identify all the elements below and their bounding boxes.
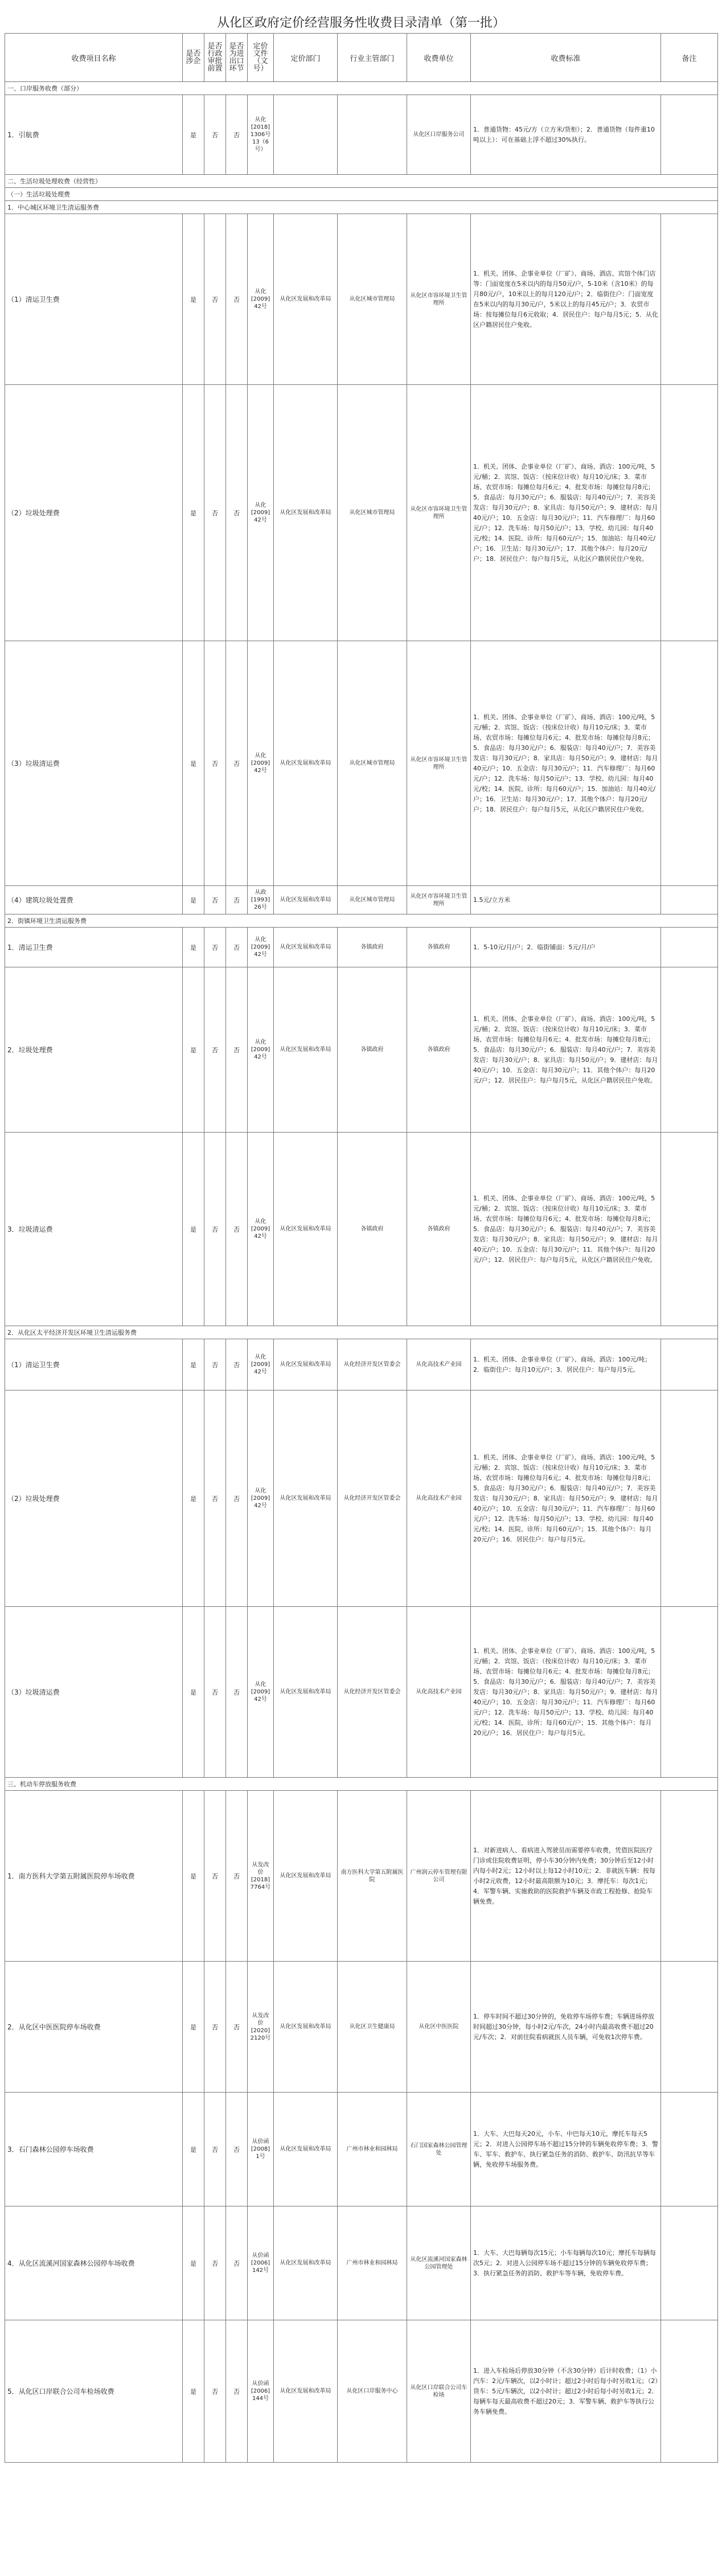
section-title: 2．从化区太平经济开发区环境卫生清运服务费 [5,1326,718,1339]
cell-industry-dept: 从化区城市管理局 [338,886,407,914]
cell-g1: 是 [183,928,204,967]
section-row [5,914,718,928]
cell-standard: 1．大车、大巴每辆每次15元；小车每辆每次10元；摩托车每辆每次5元；2．对进入公园停车场不超过15分钟的车辆免收停车费；3．执行紧急任务的消防、救护车等车辆，免收停车费。 [471,2206,661,2320]
cell-remark [661,2320,718,2463]
cell-basis: 从发改价[2020]2120号 [248,1962,274,2093]
cell-pricing-dept: 从化区发展和改革局 [274,1133,338,1326]
cell-g1: 是 [183,2093,204,2206]
cell-g2: 否 [204,1607,226,1778]
cell-pricing-dept: 从化区发展和改革局 [274,928,338,967]
cell-unit: 从化区市容环境卫生管理所 [407,641,471,886]
cell-unit: 从化高技术产业园 [407,1339,471,1390]
table-row [5,2206,718,2320]
header-standard: 收费标准 [471,34,661,82]
cell-g3: 否 [226,214,248,385]
cell-basis: 从价函[2006]142号 [248,2206,274,2320]
header-basis: 定价文件（文号） [248,34,274,82]
cell-name: 3．垃圾清运费 [5,1133,183,1326]
cell-g3: 否 [226,1390,248,1607]
cell-remark [661,2093,718,2206]
cell-industry-dept [338,95,407,175]
cell-g1: 是 [183,2206,204,2320]
table-row [5,1962,718,2093]
table-row [5,1339,718,1390]
cell-g1: 是 [183,886,204,914]
cell-name: 2．从化区中医医院停车场收费 [5,1962,183,2093]
cell-unit: 各镇政府 [407,967,471,1133]
cell-g2: 否 [204,1390,226,1607]
cell-remark [661,1607,718,1778]
cell-basis: 从化[2009]42号 [248,214,274,385]
cell-standard: 1．大车、大巴每天20元，小车、中巴每天10元，摩托车每天5元；2．对进入公园停车场不超过15分钟的车辆免收停车费；3．警车、军车、救护车、执行紧急任务的消防、救护车、防汛抗旱等车辆，免收停车场服务费。 [471,2093,661,2206]
header-pricing-dept: 定价部门 [274,34,338,82]
cell-industry-dept: 从化区城市管理局 [338,641,407,886]
header-admin-approval: 是否行政审批前置 [204,34,226,82]
cell-pricing-dept: 从化区发展和改革局 [274,886,338,914]
cell-unit: 从化区口岸联合公司车检场 [407,2320,471,2463]
cell-g2: 否 [204,214,226,385]
cell-g1: 是 [183,2320,204,2463]
cell-g2: 否 [204,641,226,886]
cell-g2: 否 [204,928,226,967]
cell-unit: 石门国家森林公园管理处 [407,2093,471,2206]
document-title: 从化区政府定价经营服务性收费目录清单（第一批） [216,15,505,30]
cell-pricing-dept: 从化区发展和改革局 [274,1390,338,1607]
cell-g3: 否 [226,641,248,886]
cell-g2: 否 [204,967,226,1133]
table-row [5,2320,718,2463]
table-row [5,641,718,886]
table-row [5,385,718,641]
cell-pricing-dept: 从化区发展和改革局 [274,2206,338,2320]
cell-standard: 1．机关、团体、企事业单位（厂矿）、商场、酒店：100元/吨；2．临街住户：每月10元/户；3．居民住户：每户每月5元。 [471,1339,661,1390]
cell-standard: 1．停车时间不超过30分钟的，免收停车场停车费；车辆进场停放时间超过30分钟，每小时2元/车次，24小时内最高收费不超过20元/车次；2．对前往院看病就医人员车辆，可免收1次停车费。 [471,1962,661,2093]
section-row [5,188,718,201]
table-row [5,967,718,1133]
cell-name: 1．引航费 [5,95,183,175]
cell-industry-dept: 广州市林业和园林局 [338,2206,407,2320]
cell-g1: 是 [183,1133,204,1326]
cell-g3: 否 [226,2093,248,2206]
cell-name: （1）清运卫生费 [5,214,183,385]
cell-name: （1）清运卫生费 [5,1339,183,1390]
table-row [5,1133,718,1326]
cell-pricing-dept: 从化区发展和改革局 [274,214,338,385]
cell-pricing-dept: 从化区发展和改革局 [274,1339,338,1390]
cell-basis: 从发改价[2018]7764号 [248,1791,274,1962]
section-title: 二、生活垃圾处理收费（经营性） [5,175,718,188]
cell-industry-dept: 从化区城市管理局 [338,385,407,641]
header-remark: 备注 [661,34,718,82]
cell-pricing-dept: 从化区发展和改革局 [274,641,338,886]
cell-basis: 从化[2009]42号 [248,1339,274,1390]
cell-remark [661,1962,718,2093]
cell-name: （2）垃圾处理费 [5,385,183,641]
cell-g1: 是 [183,1390,204,1607]
cell-g2: 否 [204,1133,226,1326]
section-title: （一）生活垃圾处理费 [5,188,718,201]
cell-g3: 否 [226,1607,248,1778]
cell-industry-dept: 南方医科大学第五附属医院 [338,1791,407,1962]
cell-remark [661,95,718,175]
cell-g2: 否 [204,2093,226,2206]
section-title: 1．中心城区环境卫生清运服务费 [5,201,718,214]
cell-g2: 否 [204,1962,226,2093]
cell-g2: 否 [204,95,226,175]
cell-pricing-dept: 从化区发展和改革局 [274,1607,338,1778]
cell-industry-dept: 从化经济开发区管委会 [338,1339,407,1390]
cell-g3: 否 [226,886,248,914]
cell-g2: 否 [204,886,226,914]
table-header-row [5,34,718,82]
cell-g2: 否 [204,385,226,641]
cell-basis: 从化[2009]42号 [248,1133,274,1326]
cell-unit: 广州润云停车管理有限公司 [407,1791,471,1962]
cell-g1: 是 [183,967,204,1133]
cell-industry-dept: 从化区卫生健康局 [338,1962,407,2093]
cell-g3: 否 [226,2206,248,2320]
cell-basis: 从化[2009]42号 [248,928,274,967]
cell-name: （4）建筑垃圾处置费 [5,886,183,914]
section-title: 一、口岸服务收费（部分） [5,82,718,95]
cell-unit: 从化区中医医院 [407,1962,471,2093]
cell-name: 3．石门森林公园停车场收费 [5,2093,183,2206]
cell-g2: 否 [204,2206,226,2320]
cell-name: 4．从化区流溪河国家森林公园停车场收费 [5,2206,183,2320]
cell-unit: 从化区流溪河国家森林公园管理处 [407,2206,471,2320]
cell-pricing-dept [274,95,338,175]
cell-industry-dept: 各镇政府 [338,928,407,967]
cell-pricing-dept: 从化区发展和改革局 [274,1791,338,1962]
cell-pricing-dept: 从化区发展和改革局 [274,385,338,641]
cell-g2: 否 [204,1791,226,1962]
cell-unit: 从化区市容环境卫生管理所 [407,385,471,641]
cell-standard: 1．机关、团体、企事业单位（厂矿）、商场、酒店：100元/吨，5元/桶；2．宾馆、饭店：（按床位计收）每月10元/床；3．菜市场、农贸市场：每摊位每月6元；4．批发市场：每摊位每月8元；5．食品店：每月30元/户；6．服装店：每月40元/户；7．美容美发店：每月30元/户；8．家具店：每月50元/户；9．建材店：每月40元/户；10．五金店：每月30元/户；11．汽车修理厂：每月60元/户；12．洗车场：每月50元/户；13．学校、幼儿园：每月40元/校；14．医院、诊所：每月60元/户；15．加油站：每月40元/户；16．卫生站：每月30元/户；17．其他个体户：每月20元/户；18．居民住户：每户每月5元，从化区户籍居民住户免收。 [471,641,661,886]
header-industry-dept: 行业主管部门 [338,34,407,82]
cell-standard: 1．机关、团体、企事业单位（厂矿）、商场、酒店：100元/吨，5元/桶；2．宾馆、饭店：（按床位计收）每月10元/床；3．菜市场、农贸市场：每摊位每月6元；4．批发市场：每摊位每月8元；5．食品店：每月30元/户；6．服装店：每月40元/户；7．美容美发店：每月30元/户；8．家具店：每月50元/户；9．建材店：每月40元/户；10．五金店：每月30元/户；11．汽车修理厂：每月60元/户；12．洗车场：每月50元/户；13．学校、幼儿园：每月40元/校；14．医院、诊所：每月60元/户；15．其他个体户：每月20元/户；16．居民住户：每户每月5元。 [471,1607,661,1778]
cell-name: （3）垃圾清运费 [5,641,183,886]
table-row [5,95,718,175]
table-row [5,214,718,385]
section-title: 2．街镇环境卫生清运服务费 [5,914,718,928]
cell-unit: 从化高技术产业园 [407,1390,471,1607]
cell-g1: 是 [183,1791,204,1962]
cell-g3: 否 [226,1339,248,1390]
cell-remark [661,1390,718,1607]
cell-remark [661,641,718,886]
header-import-export: 是否为进出口环节 [226,34,248,82]
table-row [5,1390,718,1607]
cell-pricing-dept: 从化区发展和改革局 [274,2093,338,2206]
section-row [5,201,718,214]
cell-industry-dept: 从化经济开发区管委会 [338,1390,407,1607]
cell-g1: 是 [183,1962,204,2093]
cell-basis: 从政[1993]26号 [248,886,274,914]
section-row [5,1778,718,1791]
table-row [5,886,718,914]
cell-basis: 从化[2018]1306号13（6号） [248,95,274,175]
cell-basis: 从化[2009]42号 [248,1390,274,1607]
header-name: 收费项目名称 [5,34,183,82]
section-row [5,1326,718,1339]
cell-pricing-dept: 从化区发展和改革局 [274,2320,338,2463]
cell-industry-dept: 各镇政府 [338,967,407,1133]
cell-g1: 是 [183,641,204,886]
cell-pricing-dept: 从化区发展和改革局 [274,967,338,1133]
cell-g1: 是 [183,1607,204,1778]
cell-name: 1．清运卫生费 [5,928,183,967]
cell-industry-dept: 从化区口岸服务中心 [338,2320,407,2463]
cell-name: （3）垃圾清运费 [5,1607,183,1778]
cell-g3: 否 [226,1962,248,2093]
cell-basis: 从化[2009]42号 [248,1607,274,1778]
cell-pricing-dept: 从化区发展和改革局 [274,1962,338,2093]
cell-name: （2）垃圾处理费 [5,1390,183,1607]
cell-standard: 1．机关、团体、企事业单位（厂矿）、商场、酒店：100元/吨，5元/桶；2．宾馆、饭店：（按床位计收）每月10元/床；3．菜市场、农贸市场：每摊位每月6元；4．批发市场：每摊位每月8元；5．食品店：每月30元/户；6．服装店：每月40元/户；7．美容美发店：每月30元/户；8．家具店：每月50元/户；9．建材店：每月40元/户；10．五金店：每月30元/户；11．汽车修理厂：每月60元/户；12．洗车场：每月50元/户；13．学校、幼儿园：每月40元/校；14．医院、诊所：每月60元/户；15．加油站：每月40元/户；16．卫生站：每月30元/户；17．其他个体户：每月20元/户；18．居民住户：每户每月5元，从化区户籍居民住户免收。 [471,385,661,641]
cell-unit: 从化高技术产业园 [407,1607,471,1778]
cell-standard: 1．机关、团体、企事业单位（厂矿）、商场、酒店：100元/吨，5元/桶；2．宾馆、饭店：（按床位计收）每月10元/床；3．菜市场、农贸市场：每摊位每月6元；4．批发市场：每摊位每月8元；5．食品店：每月30元/户；6．服装店：每月40元/户；7．美容美发店：每月30元/户；8．家具店：每月50元/户；9．建材店：每月40元/户；10．五金店：每月30元/户；11．其他个体户：每月20元/户；12．居民住户：每户每月5元，从化区户籍居民住户免收。 [471,1133,661,1326]
section-row [5,82,718,95]
cell-industry-dept: 从化区城市管理局 [338,214,407,385]
cell-unit: 从化区口岸服务公司 [407,95,471,175]
cell-remark [661,2206,718,2320]
cell-g3: 否 [226,1791,248,1962]
cell-standard: 1．对新进病人、看病进入驾驶员而需要停车收费，凭借医院医疗门诊或住院收费证明，停小车30分钟内免费；30分钟后至12小时内每小时2元；12小时以上每12小时10元；2．非就医车辆：按每小时2元收费，12小时最高限额为10元；3．摩托车：每次1元；4．军警车辆、实施救助的医院救护车辆及市政工程抢修、抢险车辆免费。 [471,1791,661,1962]
cell-remark [661,214,718,385]
cell-remark [661,967,718,1133]
cell-g3: 否 [226,385,248,641]
cell-industry-dept: 广州市林业和园林局 [338,2093,407,2206]
cell-basis: 从化[2009]42号 [248,641,274,886]
cell-name: 1．南方医科大学第五附属医院停车场收费 [5,1791,183,1962]
cell-remark [661,886,718,914]
cell-standard: 1．普通货物：45元/方（立方米/货柜）；2．普通货物（每件重10吨以上）：可在基础上浮不超过30%执行。 [471,95,661,175]
cell-g1: 是 [183,214,204,385]
cell-basis: 从价函[2006]144号 [248,2320,274,2463]
cell-remark [661,928,718,967]
cell-standard: 1．机关、团体、企事业单位（厂矿）、商场、酒店：100元/吨，5元/桶；2．宾馆、饭店：（按床位计收）每月10元/床；3．菜市场、农贸市场：每摊位每月6元；4．批发市场：每摊位每月8元；5．食品店：每月30元/户；6．服装店：每月40元/户；7．美容美发店：每月30元/户；8．家具店：每月50元/户；9．建材店：每月40元/户；10．五金店：每月30元/户；11．汽车修理厂：每月60元/户；12．洗车场：每月50元/户；13．学校、幼儿园：每月40元/校；14．医院、诊所：每月60元/户；15．其他个体户：每月20元/户；16．居民住户：每户每月5元。 [471,1390,661,1607]
cell-standard: 1.5元/立方米 [471,886,661,914]
cell-basis: 从价函[2008]1号 [248,2093,274,2206]
header-involves-enterprise: 是否涉企 [183,34,204,82]
cell-remark [661,385,718,641]
fee-catalog-table [5,33,718,2463]
cell-unit: 各镇政府 [407,1133,471,1326]
cell-remark [661,1339,718,1390]
cell-name: 5．从化区口岸联合公司车检场收费 [5,2320,183,2463]
cell-remark [661,1133,718,1326]
cell-g3: 否 [226,2320,248,2463]
cell-g2: 否 [204,2320,226,2463]
cell-g1: 是 [183,385,204,641]
cell-g3: 否 [226,928,248,967]
cell-g3: 否 [226,95,248,175]
header-unit: 收费单位 [407,34,471,82]
table-row [5,1607,718,1778]
cell-industry-dept: 从化经济开发区管委会 [338,1607,407,1778]
cell-basis: 从化[2009]42号 [248,967,274,1133]
cell-unit: 从化区市容环境卫生管理所 [407,886,471,914]
cell-name: 2．垃圾处理费 [5,967,183,1133]
cell-g3: 否 [226,967,248,1133]
cell-standard: 1．机关、团体、企事业单位（厂矿）、商场、酒店、宾馆个体门店等：门面宽度在5米以内的每月50元/户，5-10米（含10米）的每月80元/户，10米以上的每月120元/户；2．临街住户：门面宽度在5米以内的每月30元/户，5米以上的每月45元/户；3．农贸市场：按每摊位每月6元收取；4．居民住户：每户每月5元；5．从化区户籍居民住户免收。 [471,214,661,385]
cell-remark [661,1791,718,1962]
cell-basis: 从化[2009]42号 [248,385,274,641]
table-row [5,928,718,967]
table-row [5,1791,718,1962]
cell-standard: 1．进入车检场后停放30分钟（不含30分钟）后计时收费；（1）小汽车：2元/车辆次，以2小时计；超过2小时后每小时另收1元；（2）货车：5元/车辆次，以2小时计；超过2小时后每小时另收1元；2．每辆车每天最高收费不超过20元；3．军警车辆、救护车等执行公务车辆免费。 [471,2320,661,2463]
section-row [5,175,718,188]
cell-g1: 是 [183,1339,204,1390]
cell-g1: 是 [183,95,204,175]
cell-standard: 1．5-10元/月/户；2．临街铺面：5元/月/户 [471,928,661,967]
cell-g3: 否 [226,1133,248,1326]
cell-unit: 各镇政府 [407,928,471,967]
cell-g2: 否 [204,1339,226,1390]
section-title: 三、机动车停放服务收费 [5,1778,718,1791]
cell-industry-dept: 各镇政府 [338,1133,407,1326]
table-row [5,2093,718,2206]
cell-unit: 从化区市容环境卫生管理所 [407,214,471,385]
cell-standard: 1．机关、团体、企事业单位（厂矿）、商场、酒店：100元/吨，5元/桶；2．宾馆、饭店：（按床位计收）每月10元/床；3．菜市场、农贸市场：每摊位每月6元；4．批发市场：每摊位每月8元；5．食品店：每月30元/户；6．服装店：每月40元/户；7．美容美发店：每月30元/户；8．家具店：每月50元/户；9．建材店：每月40元/户；10．五金店：每月30元/户；11．其他个体户：每月20元/户；12．居民住户：每户每月5元，从化区户籍居民住户免收。 [471,967,661,1133]
